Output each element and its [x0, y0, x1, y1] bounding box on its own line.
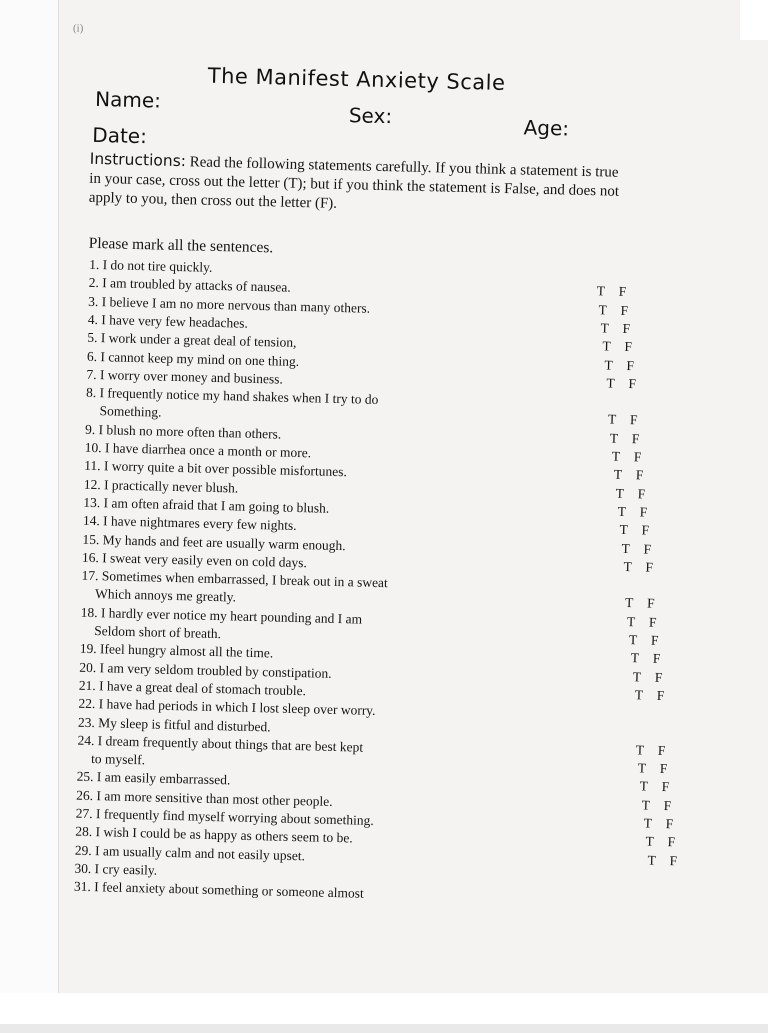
false-option[interactable]: F [667, 834, 676, 850]
statement-item: 21. I have a great deal of stomach trouble. [78, 677, 307, 699]
statement-item: 7. I worry over money and business. [86, 366, 284, 387]
false-option[interactable]: F [665, 816, 674, 832]
true-false-options [604, 357, 648, 374]
false-option[interactable]: F [635, 467, 644, 483]
false-option[interactable]: F [643, 540, 652, 557]
statement-item: 6. I cannot keep my mind on one thing. [86, 348, 300, 369]
instructions-text: Read the following statements carefully. If you think a statement is true in your case, cross out the letter (T); but if you think the statement is False, and does not apply to you, then cross out the letter (F). [88, 154, 620, 212]
statement-item: 12. I practically never blush. [83, 476, 239, 496]
true-false-options [598, 302, 642, 319]
statement-item: 10. I have diarrhea once a month or more. [84, 439, 312, 461]
true-option[interactable]: T [634, 687, 644, 703]
true-false-options [627, 614, 671, 631]
true-false-options [619, 522, 663, 539]
true-option[interactable]: T [613, 467, 623, 483]
statement-item: 3. I believe I am no more nervous than many others. [88, 293, 371, 316]
false-option[interactable]: F [648, 614, 657, 630]
true-false-options [608, 412, 652, 429]
false-option[interactable]: F [622, 320, 631, 336]
true-false-options [638, 760, 682, 777]
true-option[interactable]: T [602, 338, 611, 354]
statement-item: 4. I have very few headaches. [87, 311, 249, 331]
true-false-options [633, 669, 677, 686]
true-false-options [606, 375, 650, 392]
true-option[interactable]: T [623, 558, 632, 574]
statement-item: 11. I worry quite a bit over possible misfortunes. [84, 458, 348, 480]
statement-item: 13. I am often afraid that I am going to blush. [83, 494, 330, 516]
false-option[interactable]: F [646, 595, 655, 612]
true-option[interactable]: T [632, 668, 642, 685]
true-option[interactable]: T [609, 430, 619, 446]
statement-item: 5. I work under a great deal of tension, [87, 329, 297, 351]
true-option[interactable]: T [637, 760, 647, 776]
true-false-options [631, 650, 675, 667]
statement-item: 29. I am usually calm and not easily upset. [74, 842, 306, 863]
true-option[interactable]: T [621, 540, 631, 556]
statement-item: 26. I am more sensitive than most other people. [76, 787, 333, 809]
true-option[interactable]: T [635, 742, 645, 758]
true-option[interactable]: T [617, 503, 627, 519]
false-option[interactable]: F [639, 504, 648, 520]
please-mark-note: Please mark all the sentences. [88, 234, 274, 257]
true-option[interactable]: T [598, 301, 608, 318]
true-false-options [614, 467, 658, 484]
true-false-options [621, 540, 665, 557]
statement-item: 22. I have had periods in which I lost sleep over worry. [78, 695, 376, 719]
true-option[interactable]: T [645, 833, 655, 850]
false-option[interactable]: F [631, 430, 640, 447]
true-option[interactable]: T [641, 797, 651, 813]
statement-item: 23. My sleep is fitful and disturbed. [77, 714, 271, 734]
true-false-options [600, 320, 644, 337]
true-option[interactable]: T [647, 852, 657, 868]
true-false-options [629, 632, 673, 649]
statement-item: 20. I am very seldom troubled by constipation. [79, 659, 332, 681]
false-option[interactable]: F [645, 559, 654, 575]
true-option[interactable]: T [619, 522, 629, 538]
false-option[interactable]: F [626, 357, 635, 373]
true-false-options [645, 834, 689, 851]
false-option[interactable]: F [618, 284, 627, 300]
true-option[interactable]: T [639, 778, 649, 795]
true-option[interactable]: T [604, 356, 613, 373]
page-title: The Manifest Anxiety Scale [207, 63, 506, 95]
sex-label: Sex: [348, 103, 393, 129]
true-option[interactable]: T [626, 613, 636, 629]
true-false-options [623, 559, 667, 576]
true-option[interactable]: T [630, 650, 640, 666]
true-false-options [642, 797, 686, 814]
true-option[interactable]: T [624, 595, 634, 611]
false-option[interactable]: F [657, 742, 666, 758]
instructions-lead: Instructions: [89, 149, 187, 171]
true-false-options [596, 284, 640, 301]
statement-item: 19. Ifeel hungry almost all the time. [79, 641, 274, 661]
false-option[interactable]: F [654, 669, 663, 685]
statement-item: 27. I frequently find myself worrying about something. [75, 805, 374, 828]
true-false-options [617, 504, 661, 521]
statement-item: 18. I hardly ever notice my heart pounding and I am [80, 604, 363, 627]
statement-item: 31. I feel anxiety about something or someone almost [73, 878, 364, 901]
true-option[interactable]: T [643, 815, 653, 831]
true-option[interactable]: T [611, 448, 621, 464]
statement-continuation: Something. [99, 403, 162, 421]
statement-item: 2. I am troubled by attacks of nausea. [88, 275, 291, 296]
statement-item: 15. My hands and feet are usually warm enough. [82, 531, 346, 553]
false-option[interactable]: F [663, 797, 672, 813]
true-option[interactable]: T [607, 411, 617, 428]
statement-item: 16. I sweat very easily even on cold days. [81, 549, 308, 571]
true-false-options [612, 449, 656, 466]
true-false-options [616, 485, 660, 502]
true-option[interactable]: T [615, 485, 625, 501]
false-option[interactable]: F [641, 522, 650, 538]
false-option[interactable]: F [650, 632, 659, 648]
statement-item: 9. I blush no more often than others. [84, 421, 282, 442]
true-false-options [602, 339, 646, 356]
statement-item: 24. I dream frequently about things that are best kept [77, 732, 364, 755]
true-option[interactable]: T [596, 283, 606, 299]
true-false-options [643, 816, 687, 833]
statement-continuation: Which annoys me greatly. [94, 586, 237, 605]
false-option[interactable]: F [620, 302, 629, 318]
false-option[interactable]: F [629, 412, 638, 428]
statement-item: 8. I frequently notice my hand shakes when I try to do [85, 384, 379, 408]
age-label: Age: [523, 115, 570, 141]
true-false-options [635, 687, 679, 704]
true-option[interactable]: T [600, 320, 610, 336]
statement-item: 28. I wish I could be as happy as others seem to be. [75, 823, 353, 846]
false-option[interactable]: F [633, 449, 642, 465]
statement-item: 17. Sometimes when embarrassed, I break out in a sweat [81, 567, 388, 591]
instructions-paragraph [89, 150, 630, 221]
false-option[interactable]: F [637, 485, 646, 502]
false-option[interactable]: F [628, 375, 637, 392]
statement-item: 25. I am easily embarrassed. [76, 769, 231, 788]
true-false-options [647, 852, 691, 869]
statement-item: 30. I cry easily. [74, 860, 158, 878]
date-label: Date: [92, 122, 148, 149]
false-option[interactable]: F [652, 651, 661, 667]
true-false-options [636, 742, 680, 759]
statement-continuation: to myself. [90, 751, 146, 768]
true-false-options [610, 430, 654, 447]
statement-item: 14. I have nightmares every few nights. [82, 512, 297, 534]
name-label: Name: [94, 86, 162, 113]
background-strip [0, 993, 768, 1024]
true-false-options [640, 779, 684, 796]
statement-continuation: Seldom short of breath. [94, 623, 222, 642]
true-option[interactable]: T [628, 632, 638, 648]
statement-item: 1. I do not tire quickly. [88, 256, 213, 275]
corner-mark: (i) [72, 22, 84, 35]
true-option[interactable]: T [606, 375, 615, 391]
false-option[interactable]: F [669, 852, 678, 868]
false-option[interactable]: F [656, 687, 665, 703]
false-option[interactable]: F [624, 339, 633, 355]
false-option[interactable]: F [661, 779, 670, 795]
true-false-options [625, 595, 669, 612]
false-option[interactable]: F [659, 761, 668, 777]
